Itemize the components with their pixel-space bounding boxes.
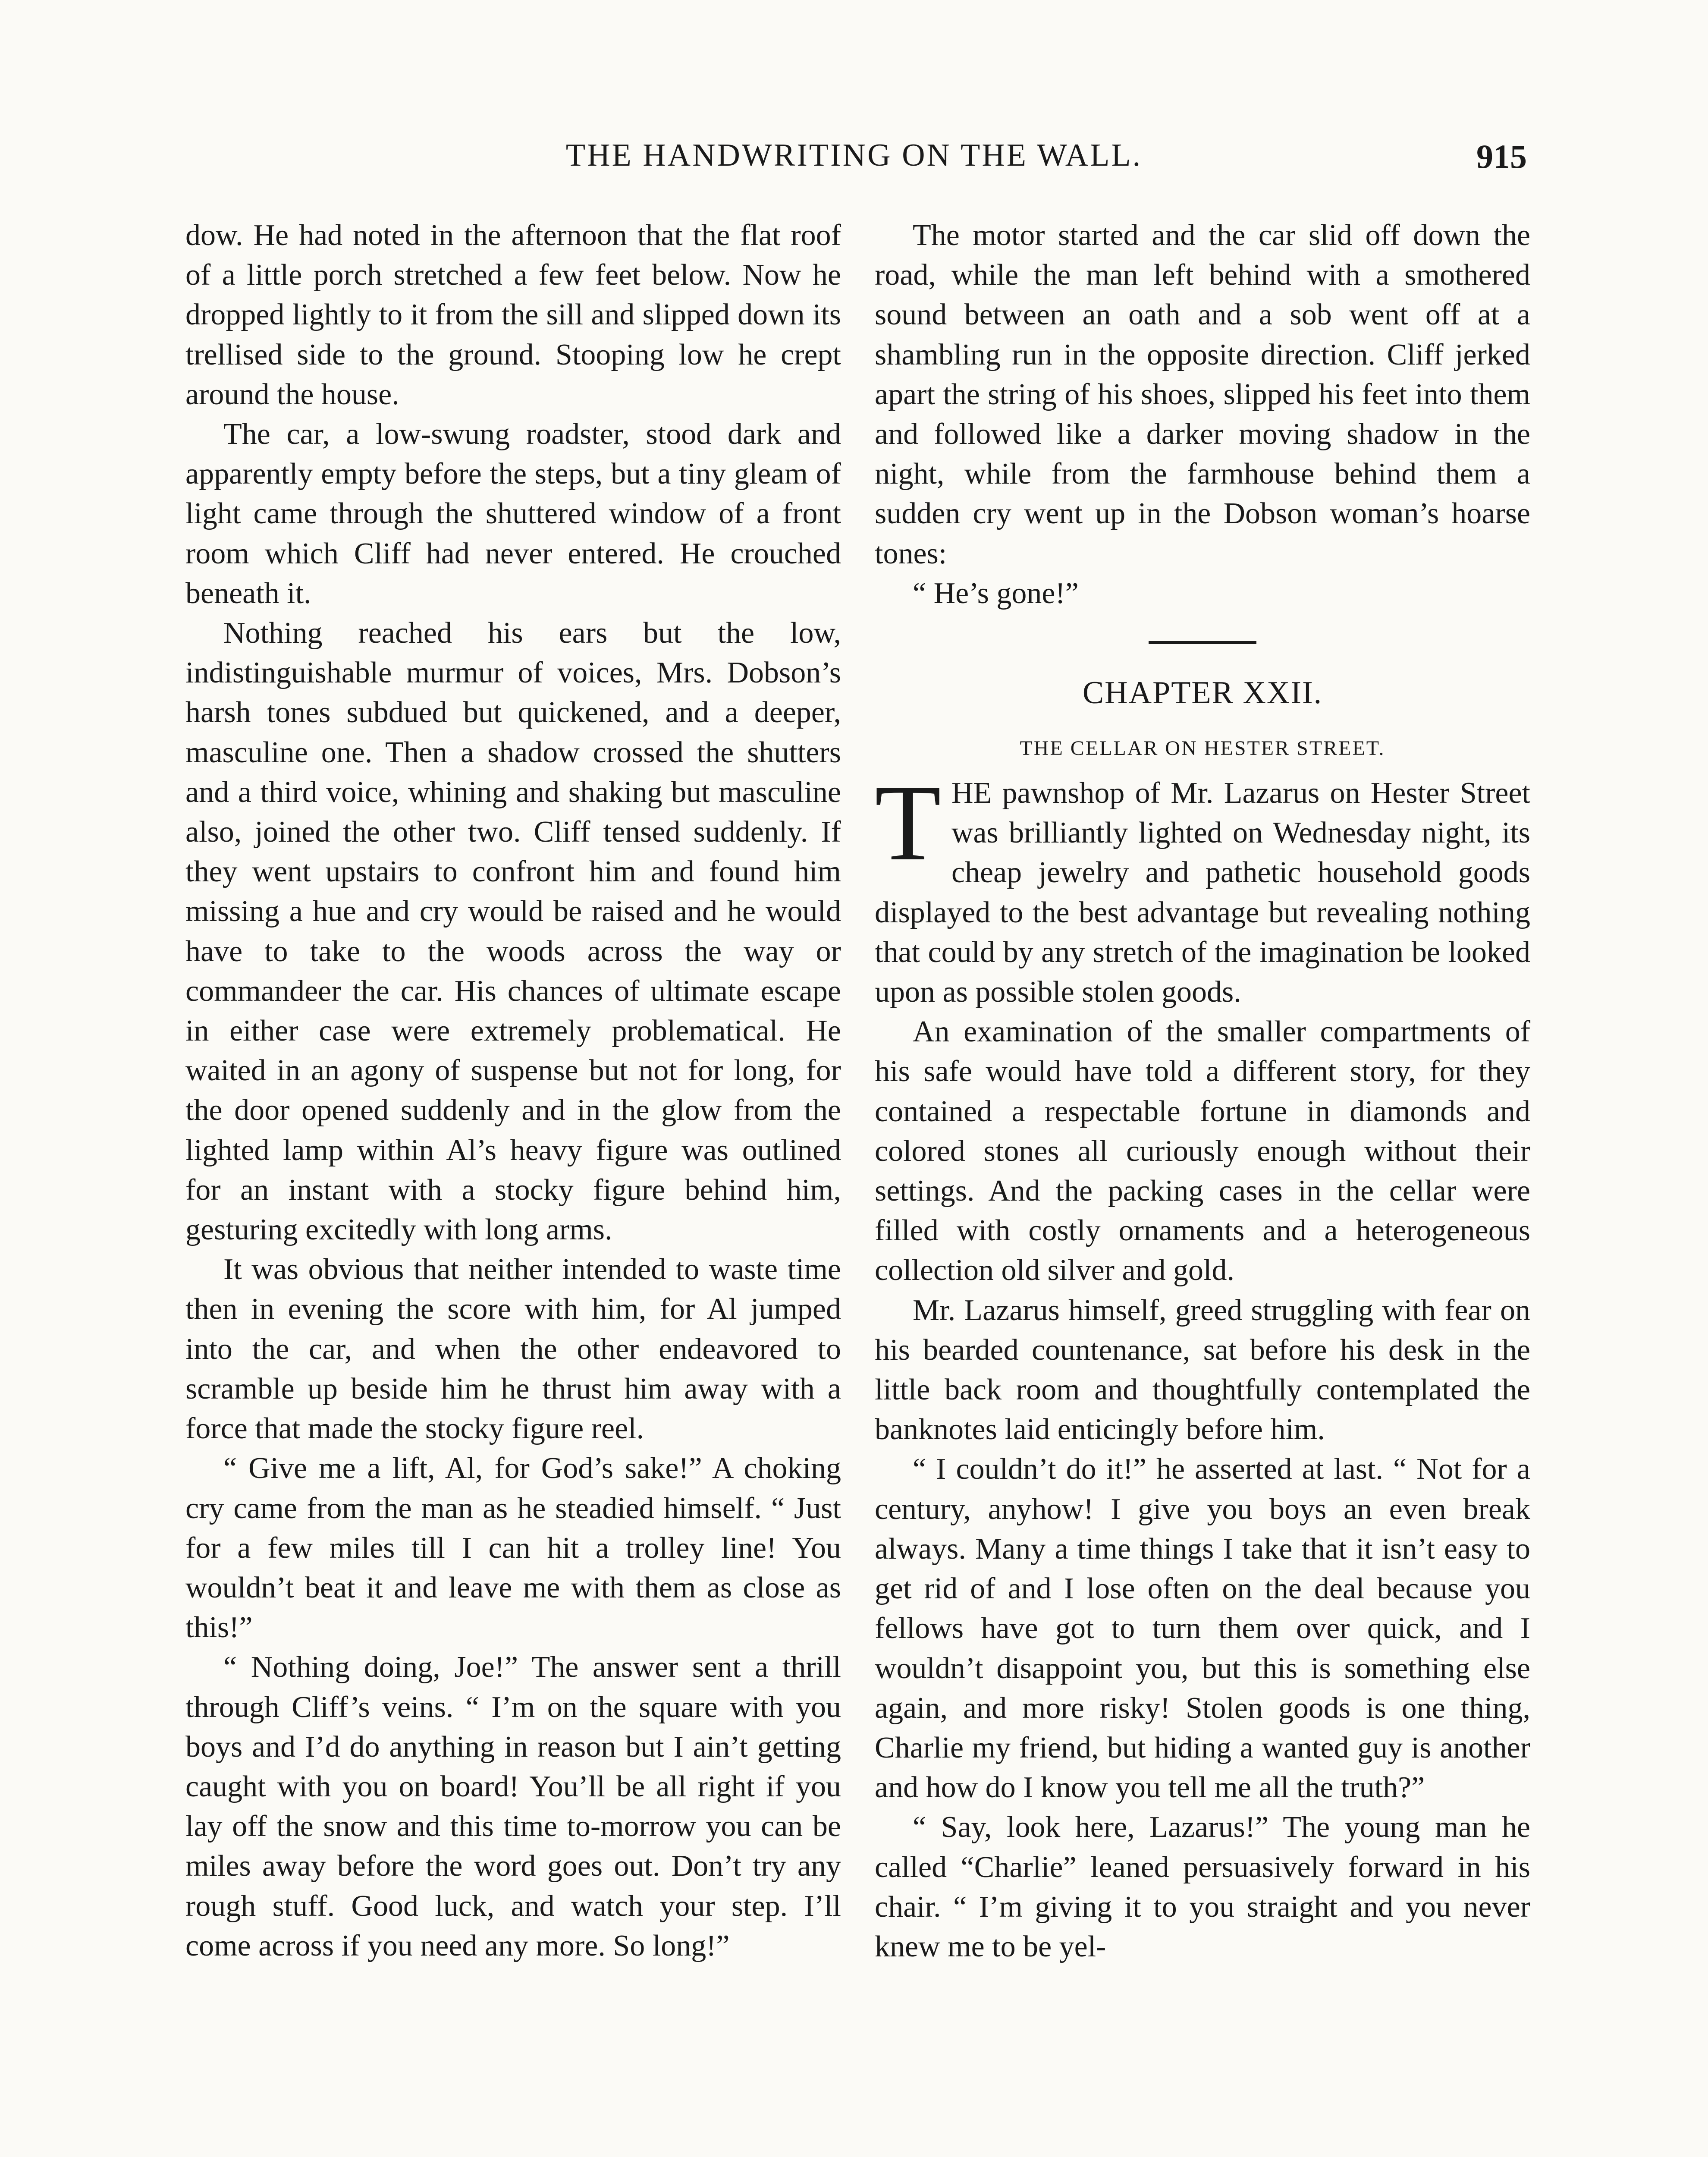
running-title: THE HANDWRITING ON THE WALL. xyxy=(565,138,1143,173)
page-header xyxy=(181,137,1527,185)
page-number: 915 xyxy=(1476,138,1527,175)
drop-cap: T xyxy=(875,762,941,884)
paragraph: “ I couldn’t do it!” he asserted at last. “ Not for a century, anyhow! I give you boys an even break always. Many a time things I take that it isn’t easy to get rid of and I lose often on the deal because you fellows have got to turn them over quick, and I wouldn’t disappoint you, but this is something else again, and more risky! Stolen goods is one thing, Charlie my friend, but hiding a wanted guy is another and how do I know you tell me all the truth?” xyxy=(875,1453,1530,1805)
paragraph: “ Give me a lift, Al, for God’s sake!” A choking cry came from the man as he steadied himself. “ Just for a few miles till I can hit a trolley line! You wouldn’t beat it and leave me with them as close as this!” xyxy=(185,1452,841,1644)
paragraph: “ Say, look here, Lazarus!” The young man he called “Charlie” leaned persuasively forward in his chair. “ I’m giving it to you straight and you never knew me to be yel- xyxy=(875,1811,1530,1963)
paragraph: The motor started and the car slid off down the road, while the man left behind with a smothered sound between an oath and a sob went off at a shambling run in the opposite direction. Cliff jerked apart the string of his shoes, slipped his feet into them and followed like a darker moving shadow in the night, while from the farmhouse behind them a sudden cry went up in the Dobson woman’s hoarse tones: xyxy=(875,219,1530,570)
paragraph: “ He’s gone!” xyxy=(913,576,1079,610)
paragraph: The car, a low-swung roadster, stood dark and apparently empty before the steps, but a tiny gleam of light came through the shuttered window of a front room which Cliff had never entered. He crouched beneath it. xyxy=(185,418,841,610)
paragraph: Nothing reached his ears but the low, indistinguishable murmur of voices, Mrs. Dobson’s harsh tones subdued but quickened, and a deeper, masculine one. Then a shadow crossed the shutters and a third voice, whining and shaking but masculine also, joined the other two. Cliff tensed suddenly. If they went upstairs to confront him and found him missing a hue and cry would be raised and he would have to take to the woods across the way or commandeer the car. His chances of ultimate escape in either case were extremely problematical. He waited in an agony of suspense but not for long, for the door opened suddenly and in the glow from the lighted lamp within Al’s heavy figure was outlined for an instant with a stocky figure behind him, gesturing excitedly with long arms. xyxy=(185,616,841,1247)
section-divider xyxy=(1149,641,1256,644)
chapter-subtitle: THE CELLAR ON HESTER STREET. xyxy=(1020,737,1385,760)
paragraph: An examination of the smaller compartments of his safe would have told a different story, for they contained a respectable fortune in diamonds and colored stones all curiously enough without their settings. And the packing cases in the cellar were filled with costly ornaments and a heterogeneous collection old silver and gold. xyxy=(875,1015,1530,1287)
chapter-opening-paragraph xyxy=(875,762,1530,1012)
left-column xyxy=(185,216,841,1966)
chapter-title: CHAPTER XXII. xyxy=(1082,675,1323,711)
right-column xyxy=(875,216,1530,1967)
opening-text: HE pawnshop of Mr. Lazarus on Hester Street was brilliantly lighted on Wednesday night, its cheap jewelry and pathetic household goods displayed to the best advantage but revealing nothing that could by any stretch of the imagination be looked upon as possible stolen goods. xyxy=(875,777,1530,1009)
paragraph: Mr. Lazarus himself, greed struggling with fear on his bearded countenance, sat before his desk in the little back room and thoughtfully contemplated the banknotes laid enticingly before him. xyxy=(875,1293,1530,1446)
paragraph: dow. He had noted in the afternoon that the flat roof of a little porch stretched a few feet below. Now he dropped lightly to it from the sill and slipped down its trellised side to the ground. Stooping low he crept around the house. xyxy=(185,219,841,411)
paragraph: “ Nothing doing, Joe!” The answer sent a thrill through Cliff’s veins. “ I’m on the square with you boys and I’d do anything in reason but I ain’t getting caught with you on board! You’ll be all right if you lay off the snow and this time to-morrow you can be miles away before the word goes out. Don’t try any rough stuff. Good luck, and watch your step. I’ll come across if you need any more. So long!” xyxy=(185,1651,841,1962)
paragraph: It was obvious that neither intended to waste time then in evening the score with him, for Al jumped into the car, and when the other endeavored to scramble up beside him he thrust him away with a force that made the stocky figure reel. xyxy=(185,1253,841,1446)
